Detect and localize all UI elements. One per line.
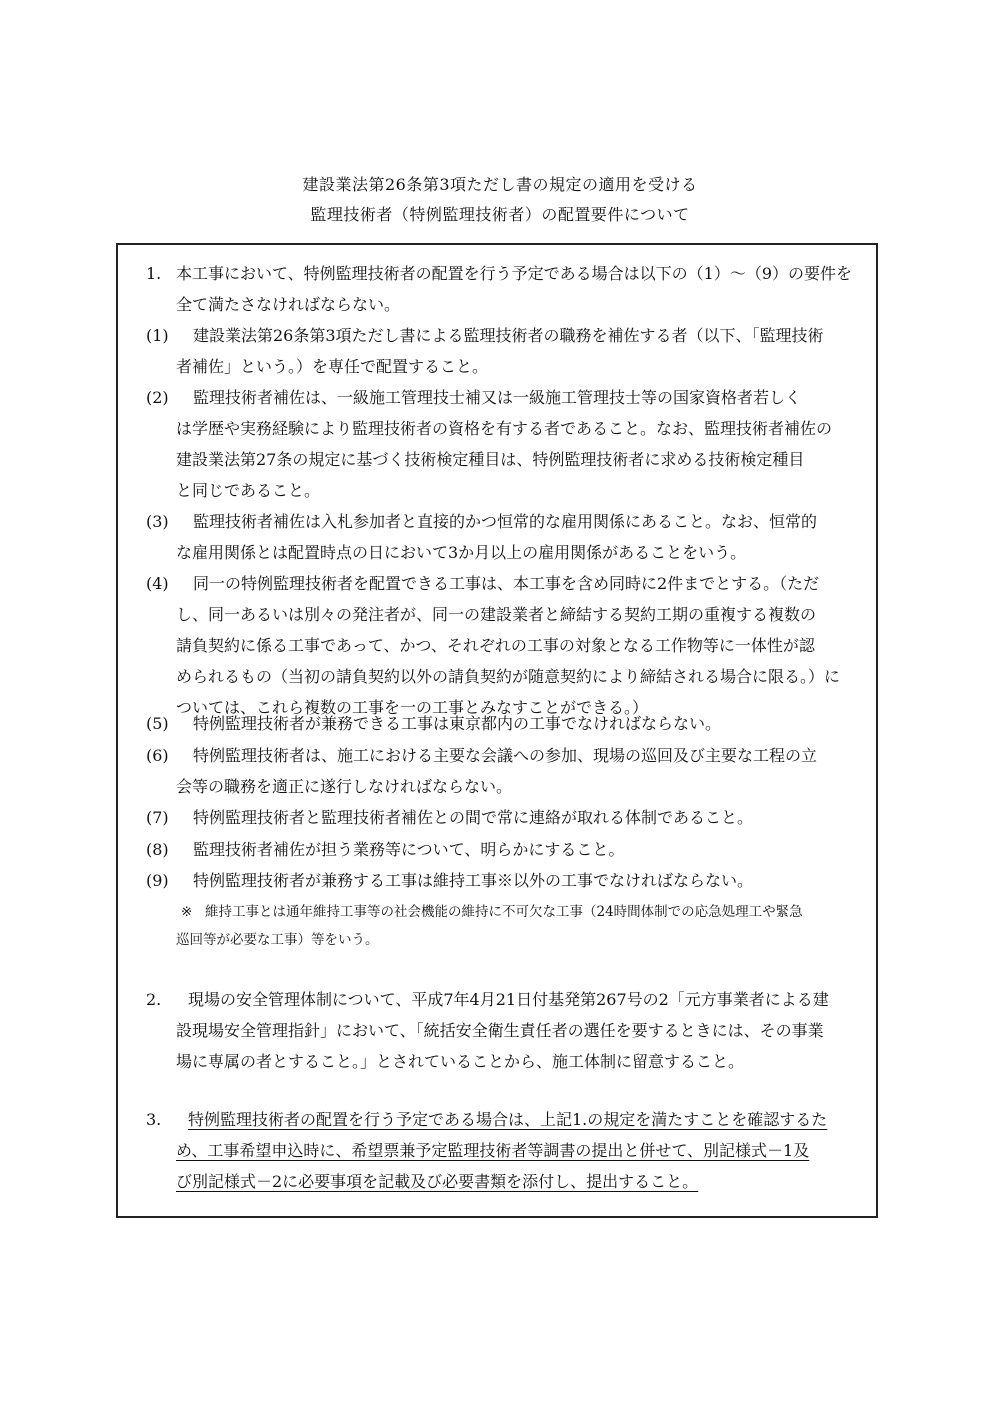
note-line: 維持工事とは通年維持工事等の社会機能の維持に不可欠な工事（24時間体制での応急処理工や緊急 bbox=[205, 904, 803, 920]
item-line: 建設業法第26条第3項ただし書による監理技術者の職務を補佐する者（以下、「監理技術 bbox=[193, 326, 824, 345]
section-2-line: 設現場安全管理指針」において、「統括安全衛生責任者の選任を要するときには、その事業 bbox=[176, 1021, 824, 1040]
item-line: 特例監理技術者が兼務する工事は維持工事※以外の工事でなければならない。 bbox=[193, 871, 754, 890]
item-line: と同じであること。 bbox=[176, 481, 321, 500]
note-mark: ※ bbox=[181, 904, 193, 920]
item-number: (6) bbox=[146, 746, 169, 765]
item-line: な雇用関係とは配置時点の日において3か月以上の雇用関係があることをいう。 bbox=[176, 543, 747, 562]
section-3-number: 3. bbox=[146, 1110, 162, 1129]
item-line: 者補佐」という。）を専任で配置すること。 bbox=[176, 357, 489, 376]
section-3-line: び別記様式－2に必要事項を記載及び必要書類を添付し、提出すること。 bbox=[176, 1172, 699, 1191]
item-number: (8) bbox=[146, 840, 169, 859]
item-line: 会等の職務を適正に遂行しなければならない。 bbox=[176, 777, 513, 796]
item-line: められるもの（当初の請負契約以外の請負契約が随意契約により締結される場合に限る。）に bbox=[176, 667, 841, 686]
section-2-number: 2. bbox=[146, 990, 162, 1009]
item-line: し、同一あるいは別々の発注者が、同一の建設業者と締結する契約工期の重複する複数の bbox=[176, 605, 817, 624]
section-3-line: め、工事希望申込時に、希望票兼予定監理技術者等調書の提出と併せて、別記様式－1及 bbox=[176, 1141, 810, 1160]
item-number: (7) bbox=[146, 808, 169, 827]
item-line: 請負契約に係る工事であって、かつ、それぞれの工事の対象となる工作物等に一体性が認 bbox=[176, 636, 815, 655]
item-line: 特例監理技術者は、施工における主要な会議への参加、現場の巡回及び主要な工程の立 bbox=[193, 746, 818, 765]
item-number: (3) bbox=[146, 512, 169, 531]
item-line: 特例監理技術者と監理技術者補佐との間で常に連絡が取れる体制であること。 bbox=[193, 808, 754, 827]
section-2-line: 場に専属の者とすること。」とされていることから、施工体制に留意すること。 bbox=[176, 1052, 745, 1071]
item-line: は学歴や実務経験により監理技術者の資格を有する者であること。なお、監理技術者補佐の bbox=[176, 419, 833, 438]
item-number: (1) bbox=[146, 326, 169, 345]
item-line: 特例監理技術者が兼務できる工事は東京都内の工事でなければならない。 bbox=[193, 714, 722, 733]
item-line: 同一の特例監理技術者を配置できる工事は、本工事を含め同時に2件までとする。（ただ bbox=[193, 574, 820, 593]
doc-title-line1: 建設業法第26条第3項ただし書の規定の適用を受ける bbox=[302, 175, 698, 194]
item-line: 建設業法第27条の規定に基づく技術検定種目は、特例監理技術者に求める技術検定種目 bbox=[176, 450, 805, 469]
section-3-line: 特例監理技術者の配置を行う予定である場合は、上記1.の規定を満たすことを確認するた bbox=[188, 1110, 828, 1129]
item-line: 監理技術者補佐は、一級施工管理技士補又は一級施工管理技士等の国家資格者若しく bbox=[193, 388, 802, 407]
item-line: ついては、これら複数の工事を一の工事とみなすことができる。） bbox=[176, 698, 649, 717]
section-1-line: 本工事において、特例監理技術者の配置を行う予定である場合は以下の（1）～（9）の要件を bbox=[176, 264, 853, 283]
item-number: (5) bbox=[146, 714, 169, 733]
note-line: 巡回等が必要な工事）等をいう。 bbox=[176, 932, 379, 948]
section-1-number: 1. bbox=[146, 264, 162, 283]
section-1-line: 全て満たさなければならない。 bbox=[176, 295, 401, 314]
item-number: (2) bbox=[146, 388, 169, 407]
item-line: 監理技術者補佐は入札参加者と直接的かつ恒常的な雇用関係にあること。なお、恒常的 bbox=[193, 512, 818, 531]
item-number: (9) bbox=[146, 871, 169, 890]
section-2-line: 現場の安全管理体制について、平成7年4月21日付基発第267号の2「元方事業者による建 bbox=[188, 990, 829, 1009]
doc-title-line2: 監理技術者（特例監理技術者）の配置要件について bbox=[310, 205, 690, 224]
item-number: (4) bbox=[146, 574, 169, 593]
item-line: 監理技術者補佐が担う業務等について、明らかにすること。 bbox=[193, 840, 625, 859]
